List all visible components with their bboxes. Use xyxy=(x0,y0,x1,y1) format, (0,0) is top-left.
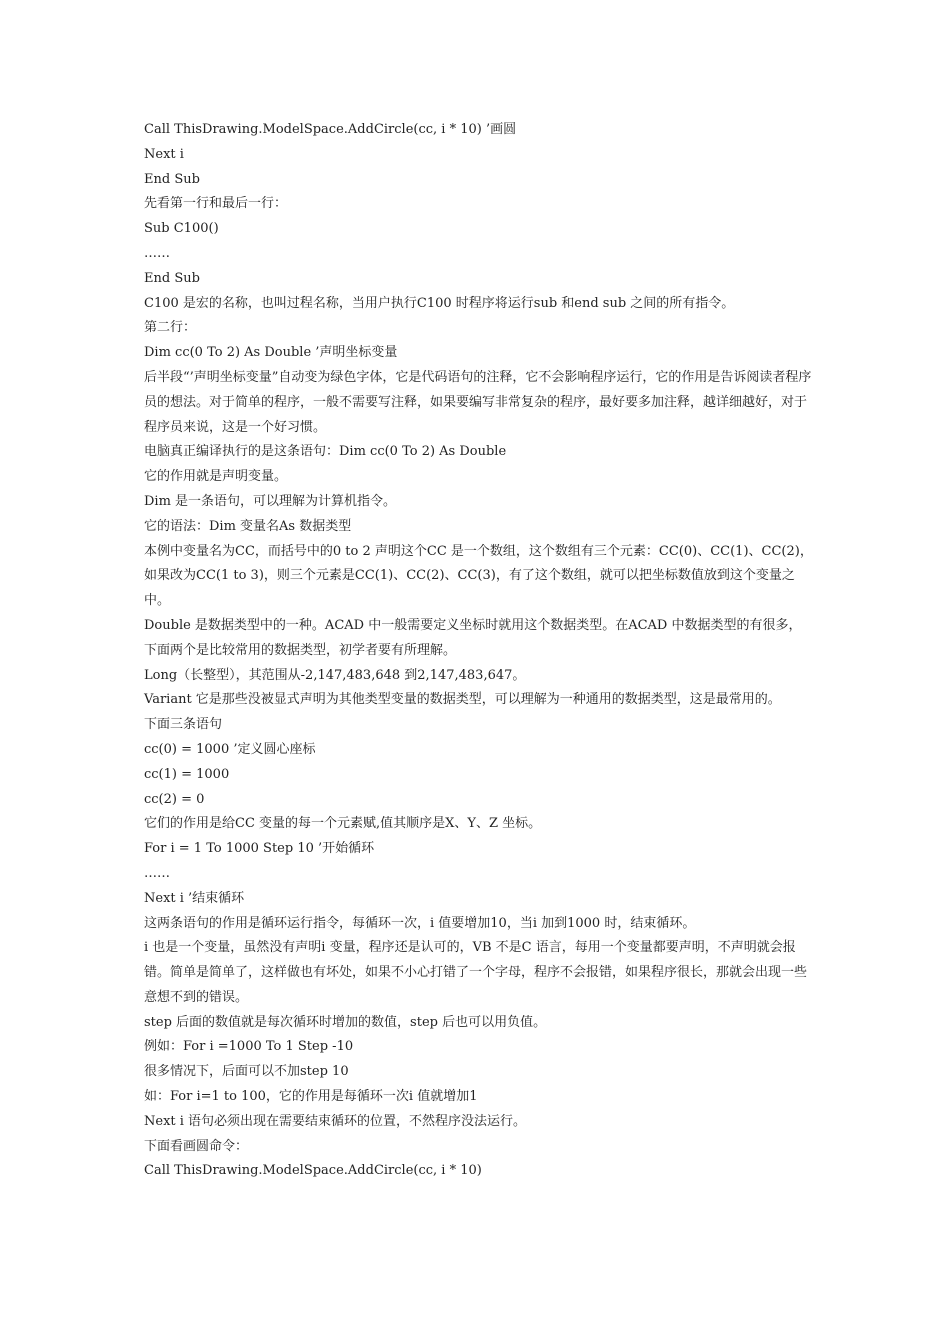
paragraph: Dim 是一条语句，可以理解为计算机指令。 xyxy=(144,493,397,509)
code-line: End Sub xyxy=(144,171,200,187)
paragraph: 很多情况下，后面可以不加step 10 xyxy=(144,1064,349,1080)
paragraph: 例如：For i =1000 To 1 Step -10 xyxy=(144,1039,354,1055)
code-line: Next i xyxy=(144,146,184,162)
paragraph: step 后面的数值就是每次循环时增加的数值，step 后也可以用负值。 xyxy=(144,1014,547,1030)
paragraph: i 也是一个变量，虽然没有声明i 变量，程序还是认可的，VB 不是C 语言，每用一个变量都要声明，不声明就会报错。简单是简单了，这样做也有坏处，如果不小心打错了一个字母，程序不会报错，如果程序很长，那就会出现一些意想不到的错误。 xyxy=(144,940,808,1005)
paragraph: 第二行： xyxy=(144,320,197,336)
code-line: Next i ’结束循环 xyxy=(144,890,245,906)
paragraph: 电脑真正编译执行的是这条语句：Dim cc(0 To 2) As Double xyxy=(144,444,507,460)
ellipsis: …… xyxy=(144,245,170,261)
paragraph: 它的作用就是声明变量。 xyxy=(144,469,288,485)
paragraph: Long（长整型），其范围从-2,147,483,648 到2,147,483,647。 xyxy=(144,667,526,683)
paragraph: 下面看画圆命令： xyxy=(144,1138,249,1154)
paragraph: 下面三条语句 xyxy=(144,717,223,733)
code-line: Call ThisDrawing.ModelSpace.AddCircle(cc, i * 10) xyxy=(144,1163,482,1179)
code-line: cc(1) = 1000 xyxy=(144,766,230,782)
paragraph: 如：For i=1 to 100，它的作用是每循环一次i 值就增加1 xyxy=(144,1089,478,1105)
code-line: Dim cc(0 To 2) As Double ’声明坐标变量 xyxy=(144,345,398,361)
paragraph: 先看第一行和最后一行： xyxy=(144,196,288,212)
code-line: Sub C100() xyxy=(144,221,219,237)
paragraph: 它们的作用是给CC 变量的每一个元素赋,值其顺序是X、Y、Z 坐标。 xyxy=(144,816,542,832)
paragraph: Double 是数据类型中的一种。ACAD 中一般需要定义坐标时就用这个数据类型。在ACAD 中数据类型的有很多，下面两个是比较常用的数据类型，初学者要有所理解。 xyxy=(144,617,802,658)
document-body xyxy=(144,118,814,1184)
paragraph: Variant 它是那些没被显式声明为其他类型变量的数据类型，可以理解为一种通用的数据类型，这是最常用的。 xyxy=(144,692,781,708)
code-line: Call ThisDrawing.ModelSpace.AddCircle(cc, i * 10) ’画圆 xyxy=(144,122,517,137)
paragraph: 这两条语句的作用是循环运行指令，每循环一次，i 值要增加10，当i 加到1000 时，结束循环。 xyxy=(144,915,696,931)
paragraph: C100 是宏的名称，也叫过程名称，当用户执行C100 时程序将运行sub 和end sub 之间的所有指令。 xyxy=(144,295,735,311)
paragraph: 本例中变量名为CC，而括号中的0 to 2 声明这个CC 是一个数组，这个数组有三个元素：CC(0)、CC(1)、CC(2)，如果改为CC(1 to 3)，则三个元素是CC(1)、CC(2)、CC(3)，有了这个数组，就可以把坐标数值放到这个变量之中。 xyxy=(144,543,813,609)
code-line: End Sub xyxy=(144,270,200,286)
paragraph: 后半段“’声明坐标变量”自动变为绿色字体，它是代码语句的注释，它不会影响程序运行，它的作用是告诉阅读者程序员的想法。对于简单的程序，一般不需要写注释，如果要编写非常复杂的程序，最好要多加注释，越详细越好，对于程序员来说，这是一个好习惯。 xyxy=(144,369,812,435)
paragraph: Next i 语句必须出现在需要结束循环的位置，不然程序没法运行。 xyxy=(144,1113,527,1129)
code-line: cc(0) = 1000 ’定义圆心座标 xyxy=(144,741,316,757)
code-line: For i = 1 To 1000 Step 10 ’开始循环 xyxy=(144,841,375,857)
ellipsis: …… xyxy=(144,865,170,881)
paragraph: 它的语法：Dim 变量名As 数据类型 xyxy=(144,518,352,534)
code-line: cc(2) = 0 xyxy=(144,791,205,807)
